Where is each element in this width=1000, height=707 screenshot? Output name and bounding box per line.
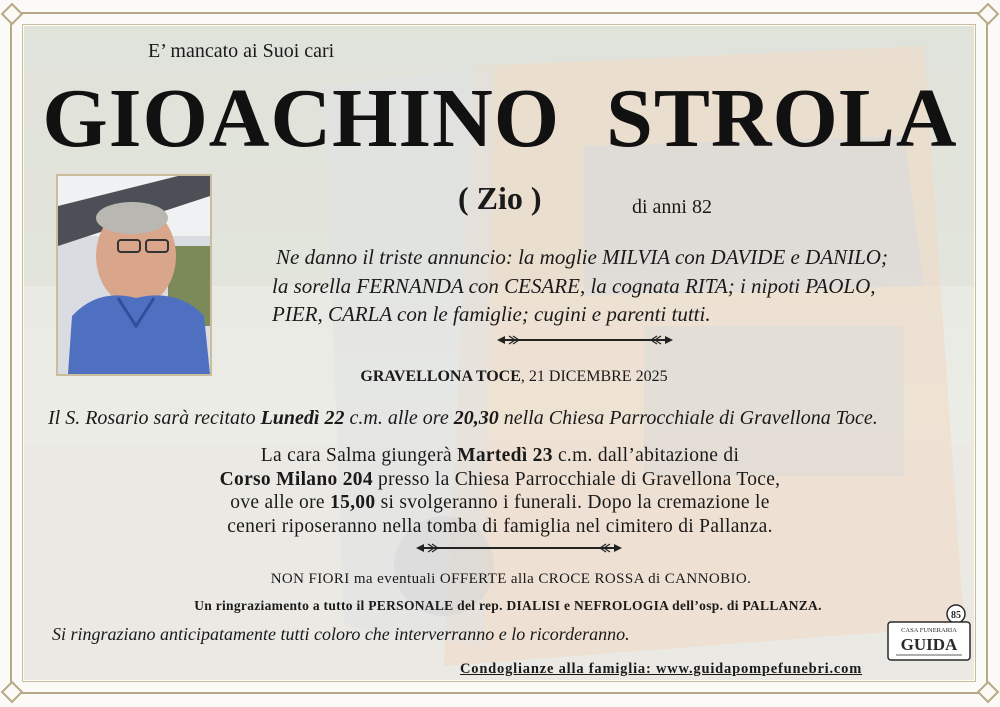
funeral-line (100, 491, 900, 515)
funeral-info (100, 444, 900, 538)
funeral-line (100, 468, 900, 492)
funeral-text: ceneri riposeranno nella tomba di famiglia nel cimitero di Pallanza. (227, 515, 773, 537)
portrait-photo (56, 174, 212, 376)
age: di anni 82 (632, 196, 712, 218)
rosary-info (48, 407, 878, 430)
funeral-line (100, 515, 900, 539)
funeral-text: presso la Chiesa Parrocchiale di Gravellona Toce, (372, 468, 781, 490)
place: GRAVELLONA TOCE (360, 368, 521, 385)
rosary-text: nella Chiesa Parrocchiale di Gravellona Toce. (498, 407, 878, 429)
announcement-line: PIER, CARLA con le famiglie; cugini e parenti tutti. (272, 302, 711, 326)
date: , 21 DICEMBRE 2025 (520, 368, 668, 385)
funeral-text: c.m. dall’abitazione di (552, 445, 740, 466)
announcement-line: Ne danno il triste annuncio: la moglie MILVIA con DAVIDE e DANILO; (276, 245, 888, 269)
funeral-text: si svolgeranno i funerali. Dopo la cremazione le (375, 492, 770, 513)
funeral-text: La cara Salma giungerà (260, 445, 458, 466)
funeral-address: Corso Milano 204 (219, 468, 373, 490)
condolences-link[interactable]: Condoglianze alla famiglia: www.guidapompefunebri.com (460, 661, 863, 677)
announcement (272, 243, 962, 329)
rosary-day: Lunedì 22 (260, 407, 345, 429)
intro-text: E’ mancato ai Suoi cari (148, 40, 335, 62)
staff-thanks: Un ringraziamento a tutto il PERSONALE del rep. DIALISI e NEFROLOGIA dell’osp. di PALLANZA. (194, 598, 822, 613)
place-and-date (0, 368, 1000, 386)
rosary-text: c.m. alle ore (344, 407, 454, 429)
funeral-text: ove alle ore (230, 492, 331, 513)
general-thanks: Si ringraziano anticipatamente tutti coloro che interverranno e lo ricorderanno. (52, 624, 630, 644)
logo-top-text: CASA FUNERARIA (901, 627, 957, 634)
funeral-time: 15,00 (330, 492, 376, 513)
funeral-home-logo (886, 604, 972, 664)
announcement-line: la sorella FERNANDA con CESARE, la cognata RITA; i nipoti PAOLO, (272, 273, 876, 298)
ornamental-divider (414, 542, 624, 554)
logo-badge: 85 (951, 610, 961, 621)
rosary-text: Il S. Rosario sarà recitato (48, 407, 261, 429)
funeral-line (100, 444, 900, 468)
ornamental-divider (495, 334, 675, 346)
rosary-time: 20,30 (453, 407, 499, 429)
logo-brand: GUIDA (900, 635, 958, 654)
flowers-note: NON FIORI ma eventuali OFFERTE alla CROCE ROSSA di CANNOBIO. (270, 571, 752, 587)
deceased-name: GIOACHINO STROLA (42, 72, 958, 165)
funeral-day: Martedì 23 (457, 445, 553, 466)
nickname: ( Zio ) (458, 180, 542, 216)
